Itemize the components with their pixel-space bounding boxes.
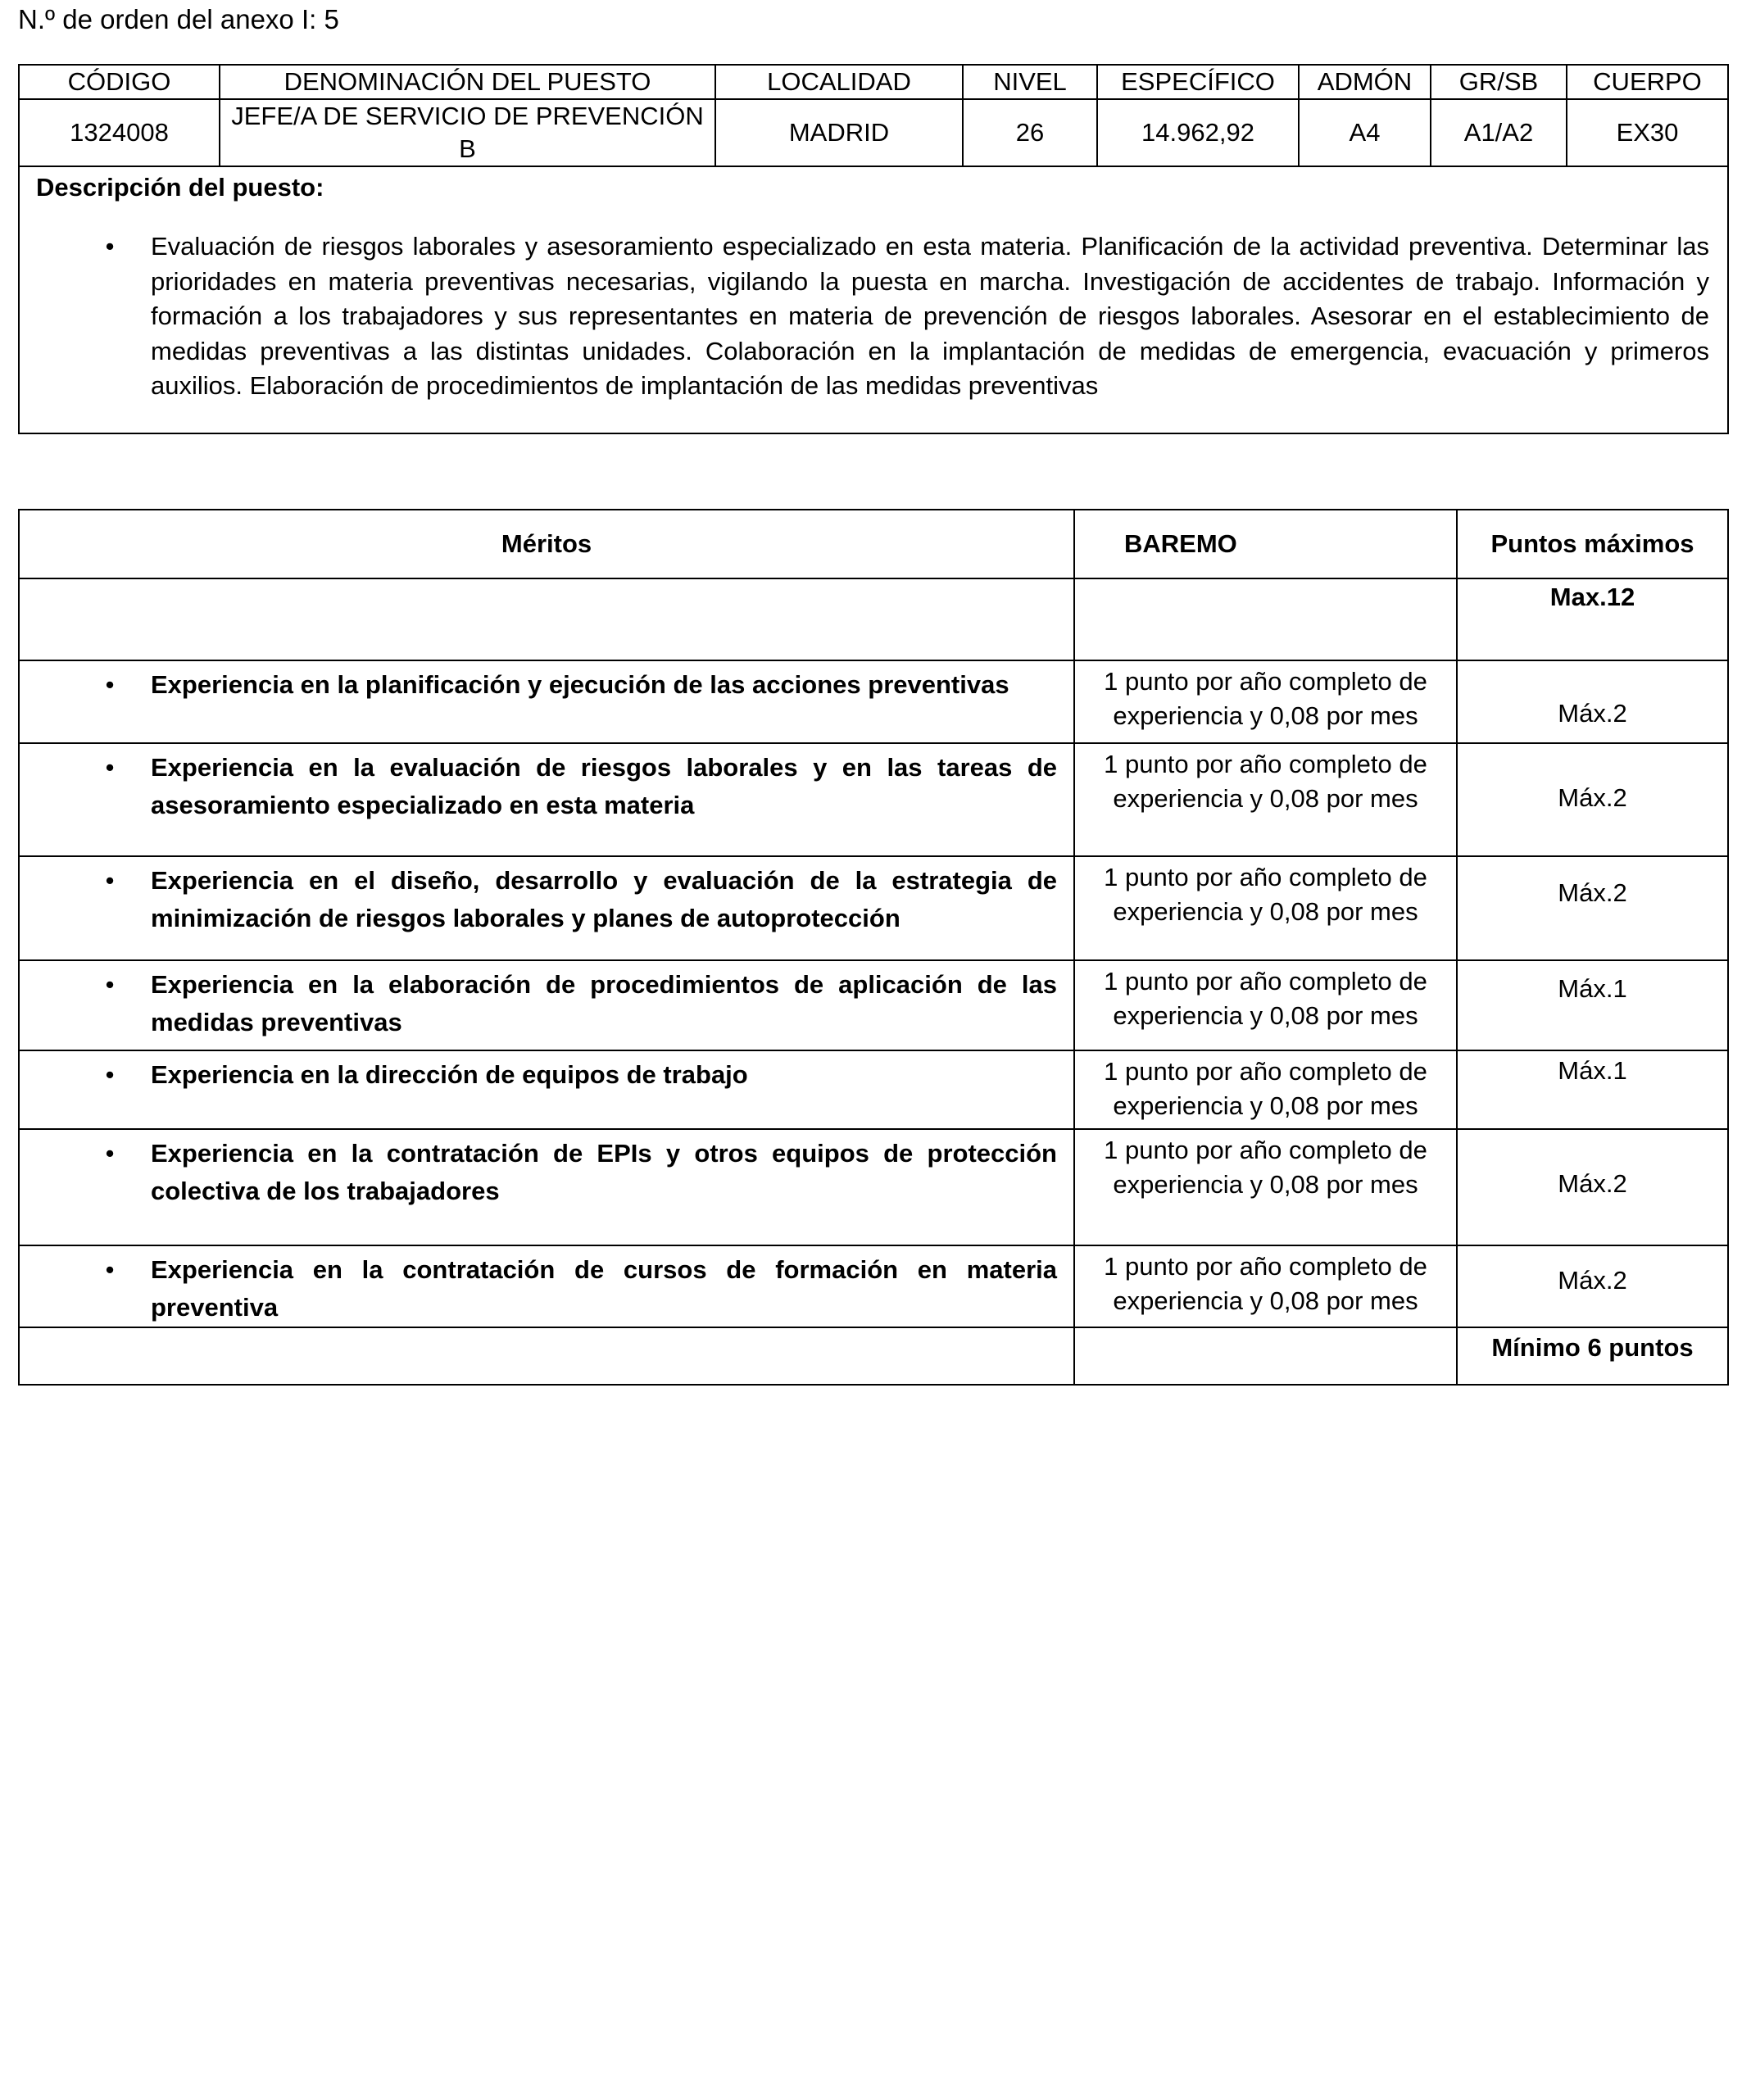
meritos-table (18, 509, 1729, 1386)
value-cuerpo: EX30 (1567, 99, 1728, 166)
merito-text: Experiencia en la contratación de cursos de formación en materia preventiva (151, 1255, 1057, 1322)
value-admon: A4 (1299, 99, 1431, 166)
baremo-cell (1074, 660, 1457, 743)
merito-cell (19, 660, 1074, 743)
value-nivel: 26 (963, 99, 1097, 166)
orden-anexo-line: N.º de orden del anexo I: 5 (18, 4, 339, 34)
baremo-cell (1074, 1245, 1457, 1327)
descripcion-list (20, 229, 1709, 404)
puntos-cell: Máx.1 (1457, 1050, 1728, 1129)
header-codigo: CÓDIGO (19, 65, 220, 99)
merito-cell (19, 1245, 1074, 1327)
max-total: Max.12 (1457, 578, 1728, 660)
descripcion-text: Evaluación de riesgos laborales y asesoramiento especializado en esta materia. Planificación de la actividad preventiva. Determinar las prioridades en materia preventivas necesarias, vigilando la puesta en marcha. Investigación de accidentes de trabajo. Información y formación a los trabajadores y sus representantes en materia de prevención de riesgos laborales. Asesorar en el establecimiento de medidas preventivas a las distintas unidades. Colaboración en la implantación de medidas de emergencia, evacuación y primeros auxilios. Elaboración de procedimientos de implantación de las medidas preventivas (151, 232, 1709, 400)
merito-cell (19, 1050, 1074, 1129)
merito-row (19, 960, 1728, 1050)
header-puntos-maximos: Puntos máximos (1457, 510, 1728, 578)
merito-cell (19, 856, 1074, 960)
header-nivel: NIVEL (963, 65, 1097, 99)
value-localidad: MADRID (715, 99, 963, 166)
bullet-icon: • (105, 970, 115, 999)
puntos-cell: Máx.2 (1457, 1245, 1728, 1327)
merito-cell (19, 1129, 1074, 1245)
puntos-cell: Máx.2 (1457, 743, 1728, 856)
bullet-icon: • (105, 232, 115, 261)
merito-row (19, 1245, 1728, 1327)
header-grsb: GR/SB (1431, 65, 1567, 99)
meritos-header-row (19, 510, 1728, 578)
merito-cell (19, 960, 1074, 1050)
baremo-text: 1 punto por año completo de experiencia y 0,08 por mes (1104, 863, 1427, 926)
puesto-values-row (19, 99, 1728, 166)
empty-cell (1074, 578, 1457, 660)
baremo-cell (1074, 960, 1457, 1050)
empty-cell (19, 1327, 1074, 1385)
empty-cell (19, 578, 1074, 660)
bullet-icon: • (105, 670, 115, 699)
minimo-puntos: Mínimo 6 puntos (1457, 1327, 1728, 1385)
value-denominacion: JEFE/A DE SERVICIO DE PREVENCIÓN B (220, 99, 715, 166)
baremo-text: 1 punto por año completo de experiencia y 0,08 por mes (1104, 1057, 1427, 1120)
header-especifico: ESPECÍFICO (1097, 65, 1299, 99)
merito-text: Experiencia en la planificación y ejecución de las acciones preventivas (151, 670, 1009, 699)
puntos-cell: Máx.2 (1457, 856, 1728, 960)
merito-text: Experiencia en el diseño, desarrollo y evaluación de la estrategia de minimización de riesgos laborales y planes de autoprotección (151, 866, 1057, 932)
baremo-cell (1074, 1129, 1457, 1245)
baremo-cell (1074, 856, 1457, 960)
puntos-cell: Máx.2 (1457, 660, 1728, 743)
bullet-icon: • (105, 1255, 115, 1284)
header-admon: ADMÓN (1299, 65, 1431, 99)
merito-row (19, 1050, 1728, 1129)
header-cuerpo: CUERPO (1567, 65, 1728, 99)
baremo-cell (1074, 1050, 1457, 1129)
baremo-text: 1 punto por año completo de experiencia y 0,08 por mes (1104, 967, 1427, 1030)
header-baremo: BAREMO (1074, 510, 1457, 578)
value-especifico: 14.962,92 (1097, 99, 1299, 166)
puesto-header-row (19, 65, 1728, 99)
merito-row (19, 743, 1728, 856)
value-grsb: A1/A2 (1431, 99, 1567, 166)
merito-row (19, 660, 1728, 743)
baremo-text: 1 punto por año completo de experiencia y 0,08 por mes (1104, 750, 1427, 813)
max-total-row (19, 578, 1728, 660)
puesto-table (18, 64, 1729, 434)
empty-cell (1074, 1327, 1457, 1385)
merito-text: Experiencia en la evaluación de riesgos laborales y en las tareas de asesoramiento especializado en esta materia (151, 753, 1057, 819)
bullet-icon: • (105, 1139, 115, 1168)
puntos-cell: Máx.1 (1457, 960, 1728, 1050)
merito-row (19, 1129, 1728, 1245)
header-localidad: LOCALIDAD (715, 65, 963, 99)
minimo-row (19, 1327, 1728, 1385)
baremo-cell (1074, 743, 1457, 856)
merito-row (19, 856, 1728, 960)
merito-text: Experiencia en la contratación de EPIs y otros equipos de protección colectiva de los trabajadores (151, 1139, 1057, 1205)
bullet-icon: • (105, 753, 115, 782)
descripcion-item (20, 229, 1709, 404)
bullet-icon: • (105, 1060, 115, 1089)
baremo-text: 1 punto por año completo de experiencia y 0,08 por mes (1104, 1252, 1427, 1315)
bullet-icon: • (105, 866, 115, 895)
puntos-cell: Máx.2 (1457, 1129, 1728, 1245)
descripcion-row (19, 166, 1728, 433)
value-codigo: 1324008 (19, 99, 220, 166)
header-denominacion: DENOMINACIÓN DEL PUESTO (220, 65, 715, 99)
descripcion-title: Descripción del puesto: (36, 173, 324, 202)
baremo-text: 1 punto por año completo de experiencia y 0,08 por mes (1104, 667, 1427, 730)
merito-cell (19, 743, 1074, 856)
header-meritos: Méritos (19, 510, 1074, 578)
baremo-text: 1 punto por año completo de experiencia y 0,08 por mes (1104, 1136, 1427, 1199)
descripcion-cell (19, 166, 1728, 433)
merito-text: Experiencia en la dirección de equipos de trabajo (151, 1060, 748, 1089)
merito-text: Experiencia en la elaboración de procedimientos de aplicación de las medidas preventivas (151, 970, 1057, 1036)
